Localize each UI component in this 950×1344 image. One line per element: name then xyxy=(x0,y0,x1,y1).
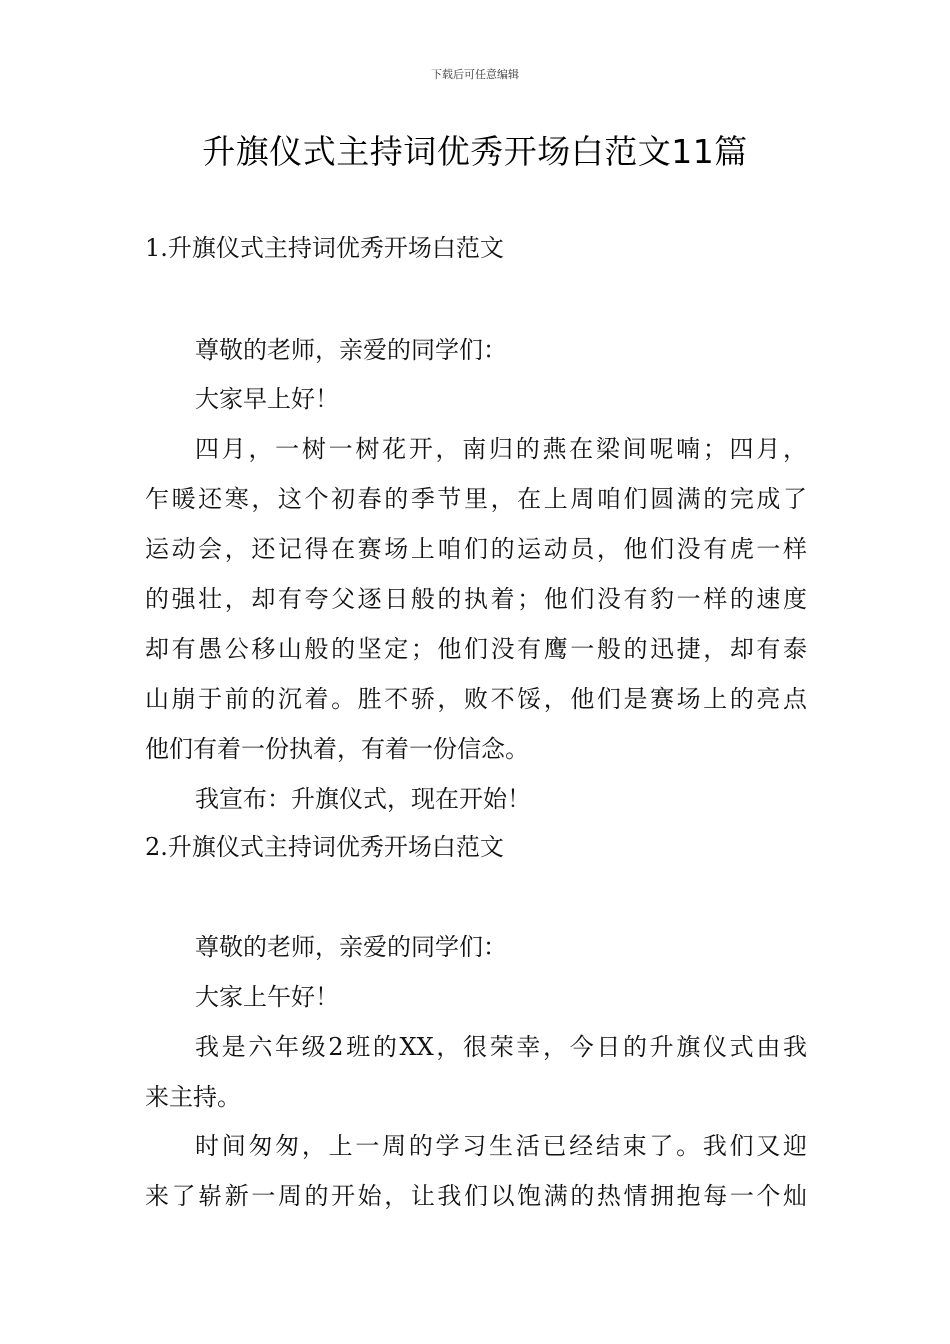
salutation: 大家上午好！ xyxy=(195,983,339,1011)
greeting: 尊敬的老师，亲爱的同学们： xyxy=(195,336,507,364)
paragraph-line: 时间匆匆，上一周的学习生活已经结束了。我们又迎 xyxy=(195,1132,807,1160)
header-note: 下载后可任意编辑 xyxy=(431,68,519,81)
paragraph-line: 却有愚公移山般的坚定；他们没有鹰一般的迅捷，却有泰 xyxy=(145,635,807,663)
paragraph-line: 的强壮，却有夸父逐日般的执着；他们没有豹一样的速度 xyxy=(145,585,807,613)
paragraph-line: 来主持。 xyxy=(145,1083,241,1111)
paragraph-line: 乍暖还寒，这个初春的季节里，在上周咱们圆满的完成了 xyxy=(145,485,807,513)
section-heading: 2.升旗仪式主持词优秀开场白范文 xyxy=(145,833,504,861)
salutation: 大家早上好！ xyxy=(195,385,339,413)
document-title: 升旗仪式主持词优秀开场白范文11篇 xyxy=(202,132,748,171)
section-heading: 1.升旗仪式主持词优秀开场白范文 xyxy=(145,234,504,262)
paragraph-line: 他们有着一份执着，有着一份信念。 xyxy=(145,735,529,763)
announcement: 我宣布：升旗仪式，现在开始！ xyxy=(195,785,531,813)
paragraph-line: 来了崭新一周的开始，让我们以饱满的热情拥抱每一个灿 xyxy=(145,1182,807,1210)
greeting: 尊敬的老师，亲爱的同学们： xyxy=(195,933,507,961)
paragraph-line: 运动会，还记得在赛场上咱们的运动员，他们没有虎一样 xyxy=(145,535,807,563)
paragraph-line: 山崩于前的沉着。胜不骄，败不馁，他们是赛场上的亮点 xyxy=(145,685,807,713)
paragraph-line: 四月，一树一树花开，南归的燕在梁间呢喃；四月， xyxy=(195,435,807,463)
paragraph-line: 我是六年级2班的XX，很荣幸，今日的升旗仪式由我 xyxy=(195,1033,807,1061)
